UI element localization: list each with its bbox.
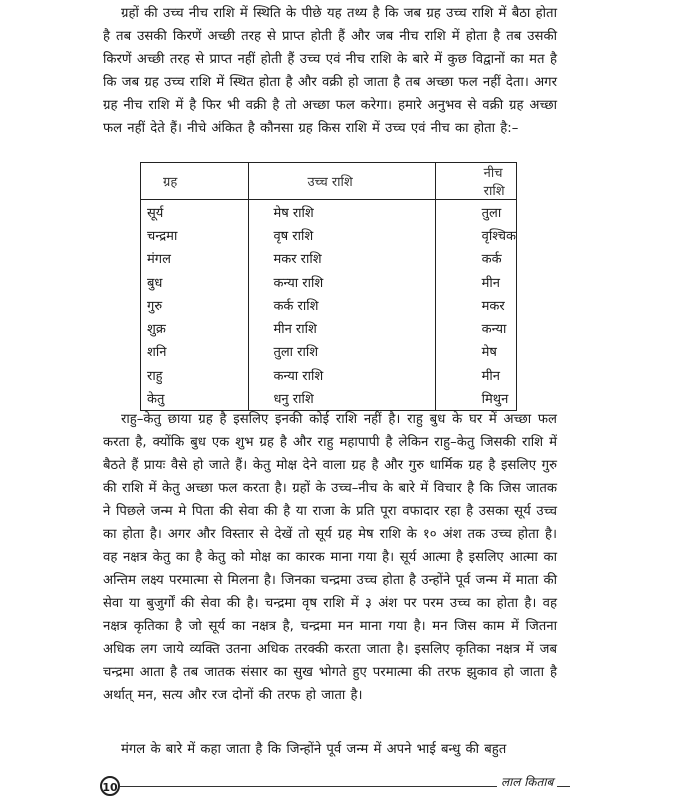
debilitated-cell: मीन <box>435 363 516 386</box>
table-row <box>141 247 517 270</box>
table-row <box>141 223 517 246</box>
exalted-cell: मीन राशि <box>249 316 435 339</box>
planet-cell: सूर्य <box>141 200 249 224</box>
exalted-cell: कर्क राशि <box>249 293 435 316</box>
header-debilitated-sign: नीच राशि <box>435 163 516 200</box>
planet-cell: चन्द्रमा <box>141 223 249 246</box>
planet-cell: मंगल <box>141 247 249 270</box>
planet-cell: केतु <box>141 386 249 410</box>
debilitated-cell: मकर <box>435 293 516 316</box>
planet-cell: बुध <box>141 270 249 293</box>
planet-cell: राहु <box>141 363 249 386</box>
table-row <box>141 316 517 339</box>
debilitated-cell: कर्क <box>435 247 516 270</box>
header-planet: ग्रह <box>141 163 249 200</box>
planet-exaltation-table <box>140 162 517 411</box>
debilitated-cell: वृश्चिक <box>435 223 516 246</box>
rahu-ketu-paragraph: राहु–केतु छाया ग्रह है इसलिए इनकी कोई राशि नहीं है। राहु बुध के घर में अच्छा फल करता है, क्योंकि बुध एक शुभ ग्रह है और राहु महापापी है लेकिन राहु–केतु जिसकी राशि में बैठते हैं प्रायः वैसे हो जाते हैं। केतु मोक्ष देने वाला ग्रह है और गुरु धार्मिक ग्रह है इसलिए गुरु की राशि में केतु अच्छा फल करता है। ग्रहों के उच्च–नीच के बारे में विचार है कि जिस जातक ने पिछले जन्म मे पिता की सेवा की है या राजा के प्रति पूरा वफादार रहा है उसका सूर्य उच्च का होता है। अगर और विस्तार से देखें तो सूर्य ग्रह मेष राशि के १० अंश तक उच्च होता है। वह नक्षत्र केतु का है केतु को मोक्ष का कारक माना गया है। सूर्य आत्मा है इसलिए आत्मा का अन्तिम लक्ष्य परमात्मा से मिलना है। जिनका चन्द्रमा उच्च होता है उन्होंने पूर्व जन्म में माता की सेवा या बुजुर्गों की सेवा की है। चन्द्रमा वृष राशि में ३ अंश पर परम उच्च का होता है। वह नक्षत्र कृतिका है जो सूर्य का नक्षत्र है, चन्द्रमा मन माना गया है। मन जिस काम में जितना अधिक लग जाये व्यक्ति उतना अधिक तरक्की करता जाता है। इसलिए कृतिका नक्षत्र में जब चन्द्रमा आता है तब जातक संसार का सुख भोगते हुए परमात्मा की तरफ झुकाव हो जाता है अर्थात् मन, सत्य और रज दोनों की तरफ हो जाता है। <box>103 412 557 703</box>
table-row <box>141 363 517 386</box>
exalted-cell: कन्या राशि <box>249 270 435 293</box>
debilitated-cell: मेष <box>435 340 516 363</box>
exalted-cell: धनु राशि <box>249 386 435 410</box>
debilitated-cell: मीन <box>435 270 516 293</box>
exalted-cell: कन्या राशि <box>249 363 435 386</box>
header-exalted-sign: उच्च राशि <box>249 163 435 200</box>
exalted-cell: वृष राशि <box>249 223 435 246</box>
planet-cell: शनि <box>141 340 249 363</box>
table-row <box>141 270 517 293</box>
exalted-cell: मकर राशि <box>249 247 435 270</box>
debilitated-cell: कन्या <box>435 316 516 339</box>
table-row <box>141 340 517 363</box>
planet-cell: शुक्र <box>141 316 249 339</box>
debilitated-cell: मिथुन <box>435 386 516 410</box>
running-title: लाल किताब <box>497 773 557 790</box>
exalted-cell: तुला राशि <box>249 340 435 363</box>
debilitated-cell: तुला <box>435 200 516 224</box>
page-number: 10 <box>100 776 120 796</box>
table-row <box>141 200 517 224</box>
exalted-cell: मेष राशि <box>249 200 435 224</box>
mangal-paragraph: मंगल के बारे में कहा जाता है कि जिन्होंने पूर्व जन्म में अपने भाई बन्धु की बहुत <box>121 742 507 757</box>
table-row <box>141 293 517 316</box>
table-row <box>141 386 517 410</box>
planet-cell: गुरु <box>141 293 249 316</box>
table-header-row <box>141 163 517 200</box>
intro-paragraph: ग्रहों की उच्च नीच राशि में स्थिति के पीछे यह तथ्य है कि जब ग्रह उच्च राशि में बैठा होता है तब उसकी किरणें अच्छी तरह से प्राप्त होती हैं और जब नीच राशि में होता है तब उसकी किरणें अच्छी तरह से प्राप्त नहीं होती हैं उच्च एवं नीच राशि के बारे में कुछ विद्वानों का मत है कि जब ग्रह उच्च राशि में स्थित होता है और वक्री हो जाता है तब अच्छा फल नहीं देता। अगर ग्रह नीच राशि में है फिर भी वक्री है तो अच्छा फल करेगा। हमारे अनुभव से वक्री ग्रह अच्छा फल नहीं देते हैं। नीचे अंकित है कौनसा ग्रह किस राशि में उच्च एवं नीच का होता है:– <box>103 6 557 136</box>
